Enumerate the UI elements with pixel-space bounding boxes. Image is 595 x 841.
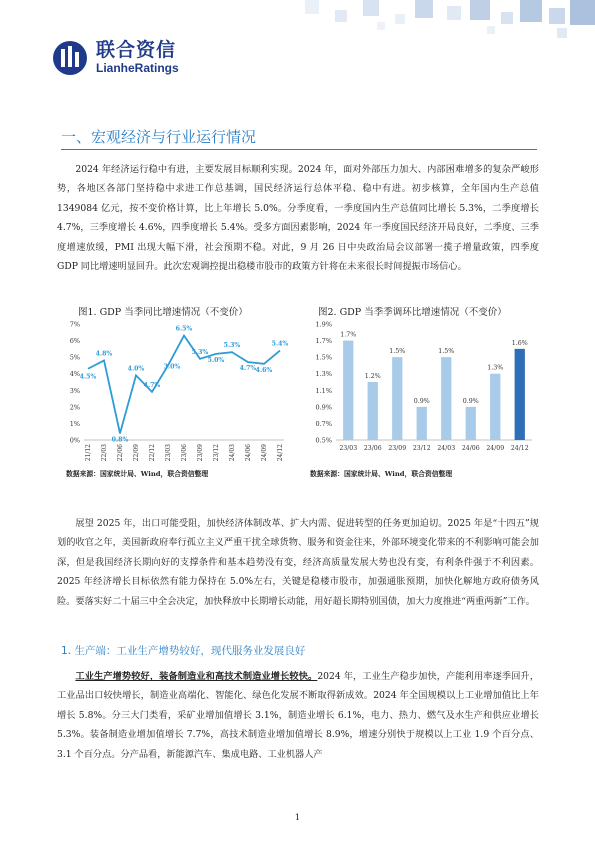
chart1-ytick-label: 7% (69, 320, 80, 329)
chart2-value-label: 1.2% (364, 373, 381, 380)
chart1-data-label: 5.3% (223, 342, 241, 350)
chart1-xtick-label: 22/09 (133, 444, 140, 462)
chart2-ytick-label: 0.5% (315, 436, 332, 445)
chart2-xtick-label: 23/09 (388, 445, 407, 452)
chart2-xtick-label: 24/09 (486, 445, 505, 452)
paragraph-industry-lead: 工业生产增势较好，装备制造业和高技术制造业增长较快。 (75, 671, 318, 682)
chart1-data-label: 5.3% (191, 348, 209, 356)
chart2-ytick-label: 1.1% (315, 386, 332, 395)
chart1-xtick-label: 23/03 (165, 444, 172, 462)
chart1-data-label: 5.4% (271, 340, 289, 348)
chart1-ytick-label: 3% (69, 386, 80, 395)
subsection-title: 1. 生产端：工业生产增势较好，现代服务业发展良好 (61, 645, 306, 657)
chart2-ytick-label: 1.7% (315, 337, 332, 346)
chart2-ytick-label: 1.5% (315, 353, 332, 362)
chart2-title: 图2. GDP 当季季调环比增速情况（不变价） (318, 307, 507, 318)
chart1-ytick-label: 4% (69, 370, 80, 379)
chart2-value-label: 1.6% (511, 339, 528, 347)
chart1-xtick-label: 23/09 (197, 444, 204, 462)
chart2-value-label: 0.9% (462, 397, 479, 405)
paragraph-industry (57, 667, 539, 764)
chart2-bar (441, 357, 451, 440)
chart2-source: 数据来源：国家统计局、Wind，联合资信整理 (310, 470, 453, 478)
chart2-ytick-label: 1.3% (315, 370, 332, 379)
chart1-data-label: 5.0% (207, 356, 225, 364)
paragraph-industry-body: 2024 年，工业生产稳步加快，产能利用率逐季回升，工业品出口较快增长，制造业高端化、智能化、绿色化发展不断取得新成效。2024 年全国规模以上工业增加值比上年增长 5.8%。分三大门类看，采矿业增加值增长 3.1%，制造业增长 6.1%，电力、热力、燃气及水生产和供应业增长 5.3%。装备制造业增加值增长 7.7%，高技术制造业增加值增长 8.9%，增速分别快于规模以上工业 1.9 个百分点、3.1 个百分点。分产品看，新能源汽车、集成电路、工业机器人产 (57, 671, 540, 760)
section-title: 一、宏观经济与行业运行情况 (61, 128, 257, 146)
chart1-ytick-label: 0% (69, 436, 80, 445)
chart2-value-label: 1.5% (389, 348, 406, 356)
chart1-xtick-label: 24/09 (261, 444, 268, 462)
lianhe-logo-icon (52, 40, 88, 76)
chart1-data-label: 6.5% (175, 325, 193, 333)
chart1-data-label: 4.7% (239, 365, 257, 373)
chart2-value-label: 0.9% (413, 397, 430, 405)
paragraph-economy-2024: 2024 年经济运行稳中有进，主要发展目标顺利实现。2024 年，面对外部压力加大、内部困难增多的复杂严峻形势，各地区各部门坚持稳中求进工作总基调，国民经济运行总体平稳、稳中有进。初步核算，全年国内生产总值 1349084 亿元，按不变价格计算，比上年增长 5.0%。分季度看，一季度国内生产总值同比增长 5.3%，二季度增长 4.7%，三季度增长 4.6%，四季度增长 5.4%。受多方面因素影响，2024 年一季度国民经济开局良好，二季度、三季度增速放缓，PMI 出现大幅下滑，社会预期不稳。对此，9 月 26 日中央政治局会议部署一揽子增量政策，四季度 GDP 同比增速明显回升。此次宏观调控提出稳楼市股市的政策方针将在未来很长时间提振市场信心。 (57, 164, 539, 273)
chart1-xtick-label: 22/03 (101, 444, 108, 462)
chart1-source: 数据来源：国家统计局、Wind，联合资信整理 (66, 470, 209, 478)
chart2-value-label: 1.5% (438, 348, 455, 356)
brand-logo (52, 40, 179, 76)
chart1-ytick-label: 5% (69, 353, 80, 362)
chart1-xtick-label: 23/06 (181, 444, 188, 462)
brand-name-en: LianheRatings (96, 61, 179, 75)
chart2-value-label: 1.7% (340, 331, 357, 339)
chart1-xtick-label: 22/12 (149, 444, 156, 462)
chart1-series-line (88, 336, 280, 434)
chart2-bar (515, 349, 525, 440)
chart2-xtick-label: 24/03 (437, 445, 456, 452)
chart2-xtick-label: 23/03 (339, 445, 358, 452)
chart1-xtick-label: 24/12 (277, 444, 284, 462)
chart2-xtick-label: 23/12 (412, 445, 431, 452)
chart1-data-label: 4.6% (255, 366, 273, 374)
chart2-bar (368, 382, 378, 440)
chart2-bar-gdp-qoq (306, 316, 538, 468)
chart1-xtick-label: 24/03 (229, 444, 236, 462)
chart2-bar (392, 357, 402, 440)
chart2-xtick-label: 23/06 (363, 445, 382, 452)
chart2-xtick-label: 24/12 (510, 445, 529, 452)
chart1-xtick-label: 22/06 (117, 444, 124, 462)
chart2-ytick-label: 0.9% (315, 403, 332, 412)
chart2-ytick-label: 1.9% (315, 320, 332, 329)
chart2-value-label: 1.3% (487, 364, 504, 372)
chart1-xtick-label: 21/12 (85, 444, 92, 462)
chart1-data-label: 4.7% (143, 381, 161, 389)
chart1-xtick-label: 24/06 (245, 444, 252, 462)
chart1-ytick-label: 2% (69, 403, 80, 412)
section-divider (61, 149, 537, 150)
chart2-ytick-label: 0.7% (315, 419, 332, 428)
chart1-data-label: 0.8% (111, 436, 129, 444)
chart1-ytick-label: 6% (69, 337, 80, 346)
chart1-data-label: 4.5% (79, 373, 97, 381)
chart1-xtick-label: 23/12 (213, 444, 220, 462)
chart1-data-label: 3.0% (163, 363, 181, 371)
chart2-bar (417, 407, 427, 440)
chart2-bar (343, 341, 353, 440)
chart2-bar (490, 374, 500, 440)
chart1-data-label: 4.0% (127, 365, 145, 373)
chart2-xtick-label: 24/06 (461, 445, 480, 452)
paragraph-outlook-2025: 展望 2025 年，出口可能受阻，加快经济体制改革、扩大内需、促进转型的任务更加迫切。2025 年是“十四五”规划的收官之年，美国新政府奉行孤立主义严重干扰全球货物、服务和资金往来，外部环境变化带来的不利影响可能会加深，但是我国经济长期向好的支撑条件和基本趋势没有变，经济高质量发展大势也没有变，有利条件强于不利因素。2025 年经济增长目标依然有能力保持在 5.0%左右，关键是稳楼市股市，加强通胀预期，加快化解地方政府债务风险。要落实好二十届三中全会决定，加快释放中长期增长动能，用好超长期特别国债，加大力度推进“两重两新”工作。 (57, 518, 539, 607)
brand-name-cn: 联合资信 (96, 39, 177, 61)
chart2-bar (466, 407, 476, 440)
chart1-data-label: 4.8% (95, 350, 113, 358)
chart1-title: 图1. GDP 当季同比增速情况（不变价） (78, 307, 248, 318)
page-number: 1 (294, 813, 301, 823)
header-decoration (265, 0, 595, 42)
chart1-ytick-label: 1% (69, 419, 80, 428)
chart1-line-gdp-yoy (58, 316, 296, 468)
